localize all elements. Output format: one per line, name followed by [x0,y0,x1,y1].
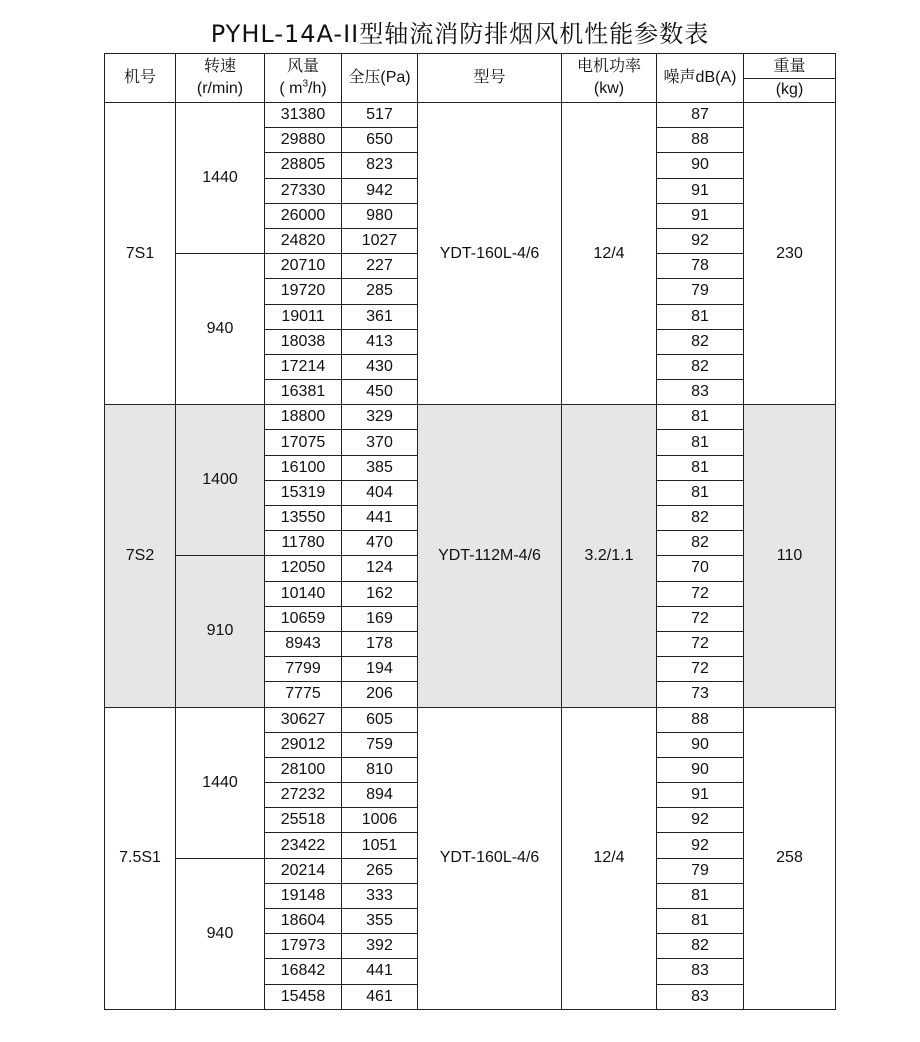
airflow-cell: 29012 [265,732,342,757]
speed-cell: 910 [176,556,265,707]
model-no-cell: 7.5S1 [105,707,176,1009]
noise-cell: 91 [657,178,744,203]
noise-cell: 81 [657,430,744,455]
pressure-cell: 285 [342,279,418,304]
noise-cell: 81 [657,883,744,908]
pressure-cell: 1027 [342,228,418,253]
pressure-cell: 178 [342,631,418,656]
pressure-cell: 450 [342,380,418,405]
noise-cell: 92 [657,228,744,253]
pressure-cell: 333 [342,883,418,908]
airflow-cell: 27330 [265,178,342,203]
airflow-cell: 7775 [265,682,342,707]
airflow-cell: 18604 [265,909,342,934]
airflow-cell: 15319 [265,480,342,505]
noise-cell: 88 [657,707,744,732]
table-row [105,707,836,732]
motor-model-cell: YDT-112M-4/6 [418,405,562,707]
pressure-cell: 206 [342,682,418,707]
pressure-cell: 385 [342,455,418,480]
airflow-cell: 11780 [265,531,342,556]
table-row [105,103,836,128]
airflow-cell: 28100 [265,757,342,782]
noise-cell: 82 [657,506,744,531]
speed-cell: 940 [176,858,265,1009]
noise-cell: 79 [657,279,744,304]
power-cell: 12/4 [562,103,657,405]
noise-cell: 82 [657,531,744,556]
header-noise: 噪声dB(A) [657,54,744,103]
speed-cell: 1440 [176,103,265,254]
airflow-cell: 17973 [265,934,342,959]
model-no-cell: 7S1 [105,103,176,405]
noise-cell: 90 [657,732,744,757]
header-speed: 转速 (r/min) [176,54,265,103]
pressure-cell: 227 [342,254,418,279]
noise-cell: 78 [657,254,744,279]
pressure-cell: 194 [342,657,418,682]
power-cell: 3.2/1.1 [562,405,657,707]
noise-cell: 72 [657,657,744,682]
noise-cell: 73 [657,682,744,707]
pressure-cell: 942 [342,178,418,203]
noise-cell: 87 [657,103,744,128]
power-cell: 12/4 [562,707,657,1009]
pressure-cell: 980 [342,203,418,228]
pressure-cell: 759 [342,732,418,757]
noise-cell: 91 [657,783,744,808]
airflow-cell: 18800 [265,405,342,430]
pressure-cell: 404 [342,480,418,505]
weight-cell: 110 [744,405,836,707]
noise-cell: 79 [657,858,744,883]
noise-cell: 82 [657,329,744,354]
pressure-cell: 361 [342,304,418,329]
airflow-cell: 17075 [265,430,342,455]
pressure-cell: 1051 [342,833,418,858]
airflow-cell: 19720 [265,279,342,304]
performance-table [104,53,836,1010]
pressure-cell: 461 [342,984,418,1009]
pressure-cell: 392 [342,934,418,959]
pressure-cell: 517 [342,103,418,128]
model-no-cell: 7S2 [105,405,176,707]
airflow-cell: 24820 [265,228,342,253]
noise-cell: 83 [657,959,744,984]
noise-cell: 70 [657,556,744,581]
airflow-cell: 30627 [265,707,342,732]
header-power: 电机功率 (kw) [562,54,657,103]
airflow-cell: 31380 [265,103,342,128]
speed-cell: 1440 [176,707,265,858]
weight-cell: 258 [744,707,836,1009]
pressure-cell: 413 [342,329,418,354]
noise-cell: 90 [657,153,744,178]
pressure-cell: 441 [342,506,418,531]
pressure-cell: 162 [342,581,418,606]
airflow-cell: 26000 [265,203,342,228]
pressure-cell: 169 [342,606,418,631]
pressure-cell: 470 [342,531,418,556]
airflow-cell: 16100 [265,455,342,480]
airflow-cell: 15458 [265,984,342,1009]
speed-cell: 1400 [176,405,265,556]
noise-cell: 72 [657,581,744,606]
noise-cell: 81 [657,304,744,329]
airflow-cell: 13550 [265,506,342,531]
header-pressure: 全压(Pa) [342,54,418,103]
airflow-cell: 20214 [265,858,342,883]
pressure-cell: 650 [342,128,418,153]
noise-cell: 81 [657,909,744,934]
motor-model-cell: YDT-160L-4/6 [418,103,562,405]
noise-cell: 81 [657,405,744,430]
pressure-cell: 823 [342,153,418,178]
noise-cell: 83 [657,984,744,1009]
airflow-cell: 20710 [265,254,342,279]
pressure-cell: 355 [342,909,418,934]
pressure-cell: 605 [342,707,418,732]
noise-cell: 83 [657,380,744,405]
airflow-cell: 27232 [265,783,342,808]
header-model-no: 机号 [105,54,176,103]
airflow-cell: 18038 [265,329,342,354]
header-weight: 重量 (kg) [744,54,836,103]
airflow-cell: 8943 [265,631,342,656]
noise-cell: 72 [657,606,744,631]
airflow-cell: 16842 [265,959,342,984]
airflow-cell: 17214 [265,354,342,379]
pressure-cell: 430 [342,354,418,379]
noise-cell: 81 [657,455,744,480]
airflow-cell: 19011 [265,304,342,329]
airflow-cell: 25518 [265,808,342,833]
table-row [105,405,836,430]
noise-cell: 92 [657,808,744,833]
page-title: PYHL-14A-II型轴流消防排烟风机性能参数表 [210,20,710,48]
noise-cell: 92 [657,833,744,858]
header-airflow: 风量 ( $m^3/h$) [265,54,342,103]
airflow-cell: 10659 [265,606,342,631]
airflow-cell: 16381 [265,380,342,405]
pressure-cell: 370 [342,430,418,455]
header-row [105,54,836,103]
speed-cell: 940 [176,254,265,405]
header-motor-model: 型号 [418,54,562,103]
noise-cell: 88 [657,128,744,153]
airflow-cell: 7799 [265,657,342,682]
airflow-cell: 29880 [265,128,342,153]
weight-cell: 230 [744,103,836,405]
pressure-cell: 894 [342,783,418,808]
airflow-cell: 19148 [265,883,342,908]
airflow-cell: 23422 [265,833,342,858]
pressure-cell: 124 [342,556,418,581]
pressure-cell: 1006 [342,808,418,833]
airflow-cell: 28805 [265,153,342,178]
noise-cell: 81 [657,480,744,505]
noise-cell: 82 [657,934,744,959]
noise-cell: 90 [657,757,744,782]
noise-cell: 91 [657,203,744,228]
pressure-cell: 265 [342,858,418,883]
motor-model-cell: YDT-160L-4/6 [418,707,562,1009]
noise-cell: 72 [657,631,744,656]
noise-cell: 82 [657,354,744,379]
pressure-cell: 441 [342,959,418,984]
airflow-cell: 10140 [265,581,342,606]
pressure-cell: 810 [342,757,418,782]
airflow-cell: 12050 [265,556,342,581]
pressure-cell: 329 [342,405,418,430]
